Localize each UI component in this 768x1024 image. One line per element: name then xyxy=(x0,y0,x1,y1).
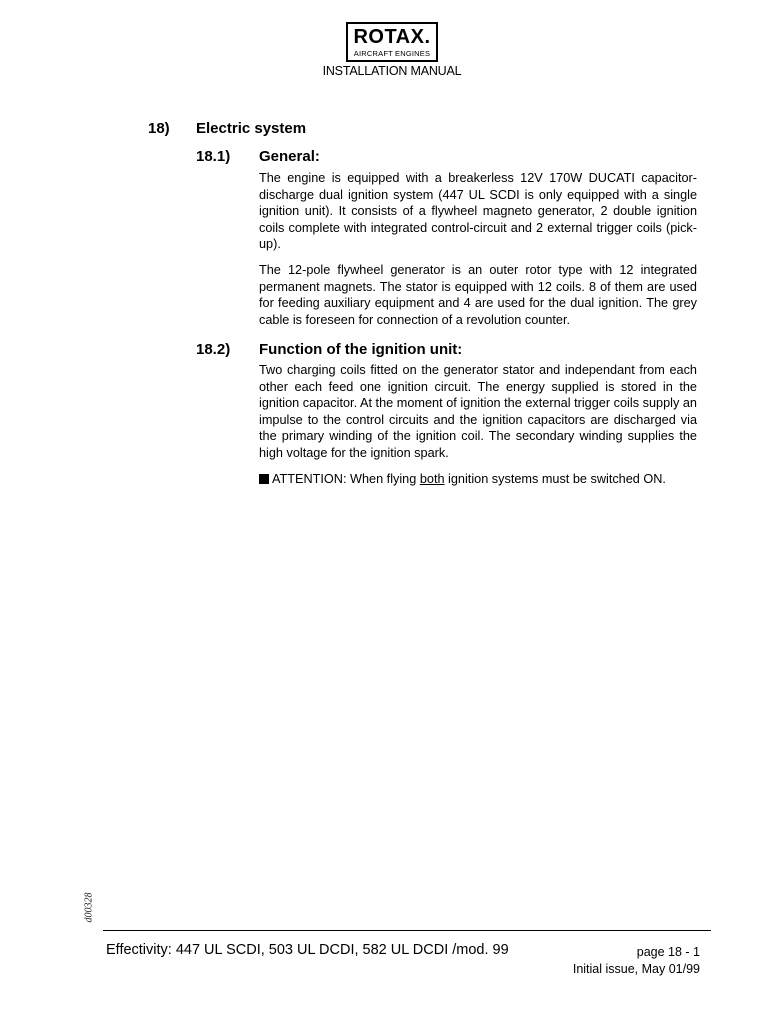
logo-wordmark: ROTAX. xyxy=(353,26,431,48)
rotax-logo xyxy=(346,22,437,62)
subsection-title-ignition-unit: Function of the ignition unit: xyxy=(259,341,463,358)
footer-issue-date: Initial issue, May 01/99 xyxy=(572,962,700,976)
attention-square-icon xyxy=(259,474,269,484)
attention-note xyxy=(259,471,666,487)
subsection-title-general: General: xyxy=(259,148,320,165)
footer-divider xyxy=(103,930,711,931)
footer-page-number: page 18 - 1 xyxy=(636,945,700,959)
document-code: d00328 xyxy=(83,892,95,923)
manual-title: INSTALLATION MANUAL xyxy=(322,63,462,78)
paragraph-general-1: The engine is equipped with a breakerless 12V 170W DUCATI capacitor-discharge dual ignition system (447 UL SCDI is only equipped with a single ignition unit). It consists of a flywheel magneto generator, 2 double ignition coils complete with integrated control-circuit and 2 external trigger coils (pick-up). xyxy=(259,171,697,252)
section-number: 18) xyxy=(148,120,170,137)
footer-page-info xyxy=(573,944,700,978)
logo-subtitle: AIRCRAFT ENGINES xyxy=(353,49,431,58)
footer-effectivity: Effectivity: 447 UL SCDI, 503 UL DCDI, 582 UL DCDI /mod. 99 xyxy=(106,942,509,958)
subsection-number-18-2: 18.2) xyxy=(196,341,231,358)
attention-prefix: ATTENTION: When flying xyxy=(272,472,420,486)
subsection-number-18-1: 18.1) xyxy=(196,148,231,165)
paragraph-general-2: The 12-pole flywheel generator is an outer rotor type with 12 integrated permanent magnets. The stator is equipped with 12 coils. 8 of them are used for feeding auxiliary equipment and 4 are used for the dual ignition. The grey cable is foreseen for connection of a revolution counter. xyxy=(259,263,697,327)
paragraph-ignition-function: Two charging coils fitted on the generator stator and independant from each other each feed one ignition circuit. The energy supplied is stored in the ignition capacitor. At the moment of ignition the external trigger coils supply an impulse to the control circuits and the ignition capacitors are discharged via the primary winding of the ignition coil. The secondary winding supplies the high voltage for the ignition spark. xyxy=(259,363,697,460)
attention-emphasis: both xyxy=(419,472,445,486)
page-header xyxy=(300,22,484,78)
section-title: Electric system xyxy=(196,120,307,137)
attention-suffix: ignition systems must be switched ON. xyxy=(444,472,666,486)
